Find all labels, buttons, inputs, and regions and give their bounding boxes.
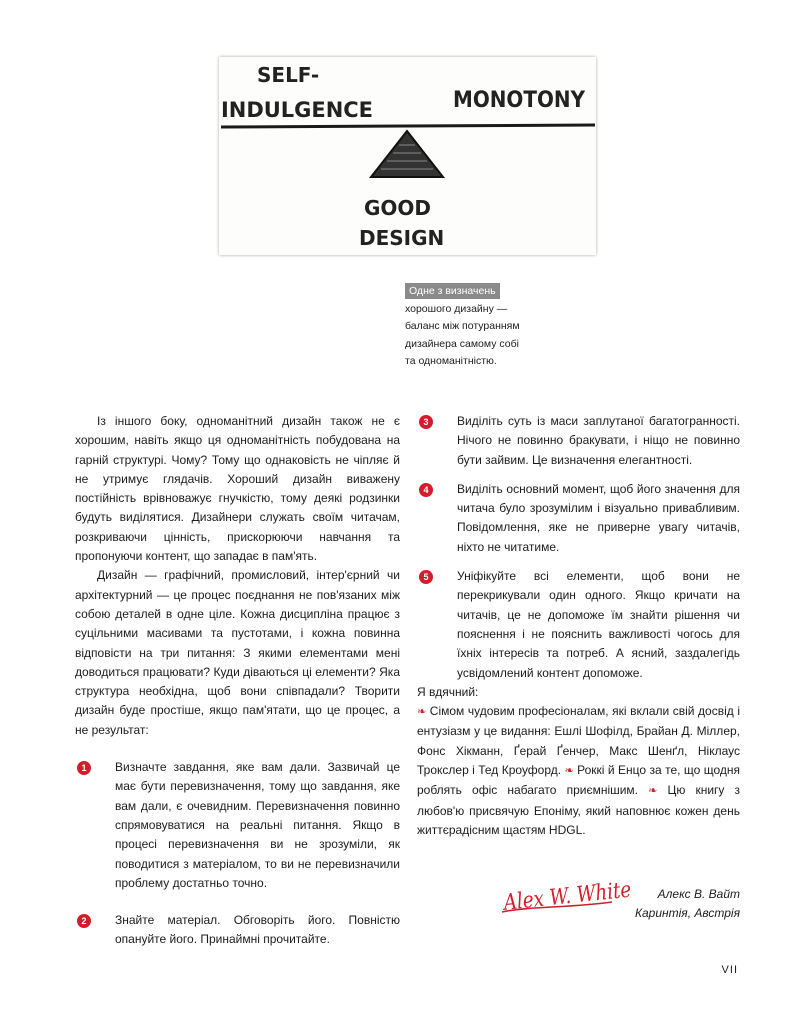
sketch-text-good: GOOD <box>364 196 432 220</box>
author-name: Алекс В. Вайт <box>657 887 740 901</box>
paragraph-design-process: Дизайн — графічний, промисловий, інтер'єрний чи архітектурний — це процес поєднання не пов'язаних між собою деталей в одне ціле. Кожна дисципліна працює з суцільними масивами та пустотами, і кожна повинна відповісти на три питання: З якими елементами мені доводиться працювати? Куди діваються ці елементи? Яка структура необхідна, щоб вони співпадали? Творити дизайн буде простіше, якщо пам'ятати, що це процес, а не результат: <box>75 568 400 737</box>
caption-line: баланс між потуранням <box>405 320 520 332</box>
numbered-item-1 <box>75 758 400 893</box>
numbered-item-text: Визначте завдання, яке вам дали. Зазвичай це має бути перевизначення, тому що завдання, яке вам дали, є очевидним. Перевизначення повинно спрямовуватися на реальні питання. Якщо в процесі перевизначення ви не зрозуміли, як поводитися з матеріалом, то ви не перевизначили проблему достатньо точно. <box>115 760 400 890</box>
numbered-item-5 <box>417 567 740 683</box>
acknowledgement-dedication: Цю книгу з любов'ю присвячую Епоніму, який наповнює кожен день життєрадісним щастям HDGL. <box>417 783 740 837</box>
left-column <box>75 412 400 950</box>
number-badge: 4 <box>419 483 433 497</box>
handwritten-signature <box>500 872 659 922</box>
acknowledgements-title: Я вдячний: <box>417 684 479 699</box>
number-badge: 1 <box>77 761 91 775</box>
caption-line: хорошого дизайну — <box>405 302 508 315</box>
number-badge: 2 <box>77 914 91 928</box>
figure-caption <box>405 283 565 371</box>
caption-tag: Одне з визначень <box>405 283 500 299</box>
sketch-text-indulgence: INDULGENCE <box>221 98 373 122</box>
page-number: VII <box>721 964 738 976</box>
caption-line: дизайнера самому собі <box>405 337 519 350</box>
fulcrum-triangle <box>371 131 443 177</box>
signature-block <box>500 872 740 932</box>
sketch-text-monotony: MONOTONY <box>453 88 586 113</box>
author-info <box>635 885 740 923</box>
fleuron-icon: ❧ <box>648 785 658 798</box>
acknowledgements-text <box>417 702 740 840</box>
numbered-item-3 <box>417 412 740 470</box>
sketch-text-design: DESIGN <box>359 226 445 250</box>
balance-sketch-drawing <box>219 57 596 255</box>
fleuron-icon: ❧ <box>564 765 574 778</box>
caption-line: та одноманітністю. <box>405 355 497 367</box>
number-badge: 5 <box>419 570 433 584</box>
acknowledgement-office: Роккі й Енцо за те, що щодня роблять офіс набагато приємнішим. <box>417 763 740 798</box>
balance-beam <box>221 125 595 127</box>
numbered-item-4 <box>417 480 740 557</box>
numbered-item-text: Уніфікуйте всі елементи, щоб вони не перекрикували один одного. Якщо кричати на читачів, це не допоможе їм знайти рішення чи пояснення і не пояснить важливості чогось для їхніх інтересів та потреб. А ясний, заздалегідь усвідомлений контент допоможе. <box>457 569 740 680</box>
right-column <box>417 412 740 840</box>
numbered-item-text: Виділіть суть із маси заплутаної багатогранності. Нічого не повинно бракувати, і ніщо не повинно бути зайвим. Це визначення елегантності. <box>457 414 740 467</box>
numbered-item-2 <box>75 911 400 950</box>
numbered-item-text: Знайте матеріал. Обговоріть його. Повністю опануйте його. Принаймні прочитайте. <box>115 913 400 947</box>
number-badge: 3 <box>419 415 433 429</box>
sketch-text-self: SELF- <box>257 63 320 87</box>
numbered-item-text: Виділіть основний момент, щоб його значення для читача було зрозумілим і візуально привабливим. Повідомлення, яке не приверне увагу читачів, ніхто не читатиме. <box>457 481 740 554</box>
acknowledgement-professionals: Сімом чудовим професіоналам, які вклали свій досвід і ентузіазм у це видання: Ешлі Шофілд, Брайан Д. Міллер, Фонс Хікманн, Ґерай Ґенчер, Макс Шенґл, Ніклаус Трокслер і Тед Кроуфорд. <box>417 704 740 778</box>
balance-sketch <box>219 57 596 255</box>
fleuron-icon: ❧ <box>417 706 427 719</box>
author-location: Каринтія, Австрія <box>634 906 740 920</box>
paragraph-monotony: Із іншого боку, одноманітний дизайн також не є хорошим, навіть якщо ця одноманітність побудована на гарній структурі. Чому? Тому що однаковість не чіпляє й не утримує глядачів. Хороший дизайн виважену постійність врівноважує гнучкістю, тому деякі родзинки будуть виділятися. Дизайнери служать своїм читачам, розкриваючи цінність, прискорюючи навчання та пропонуючи контент, що западає в пам'ять. <box>75 414 400 564</box>
svg-text:Alex W. White: Alex W. White <box>502 874 659 916</box>
